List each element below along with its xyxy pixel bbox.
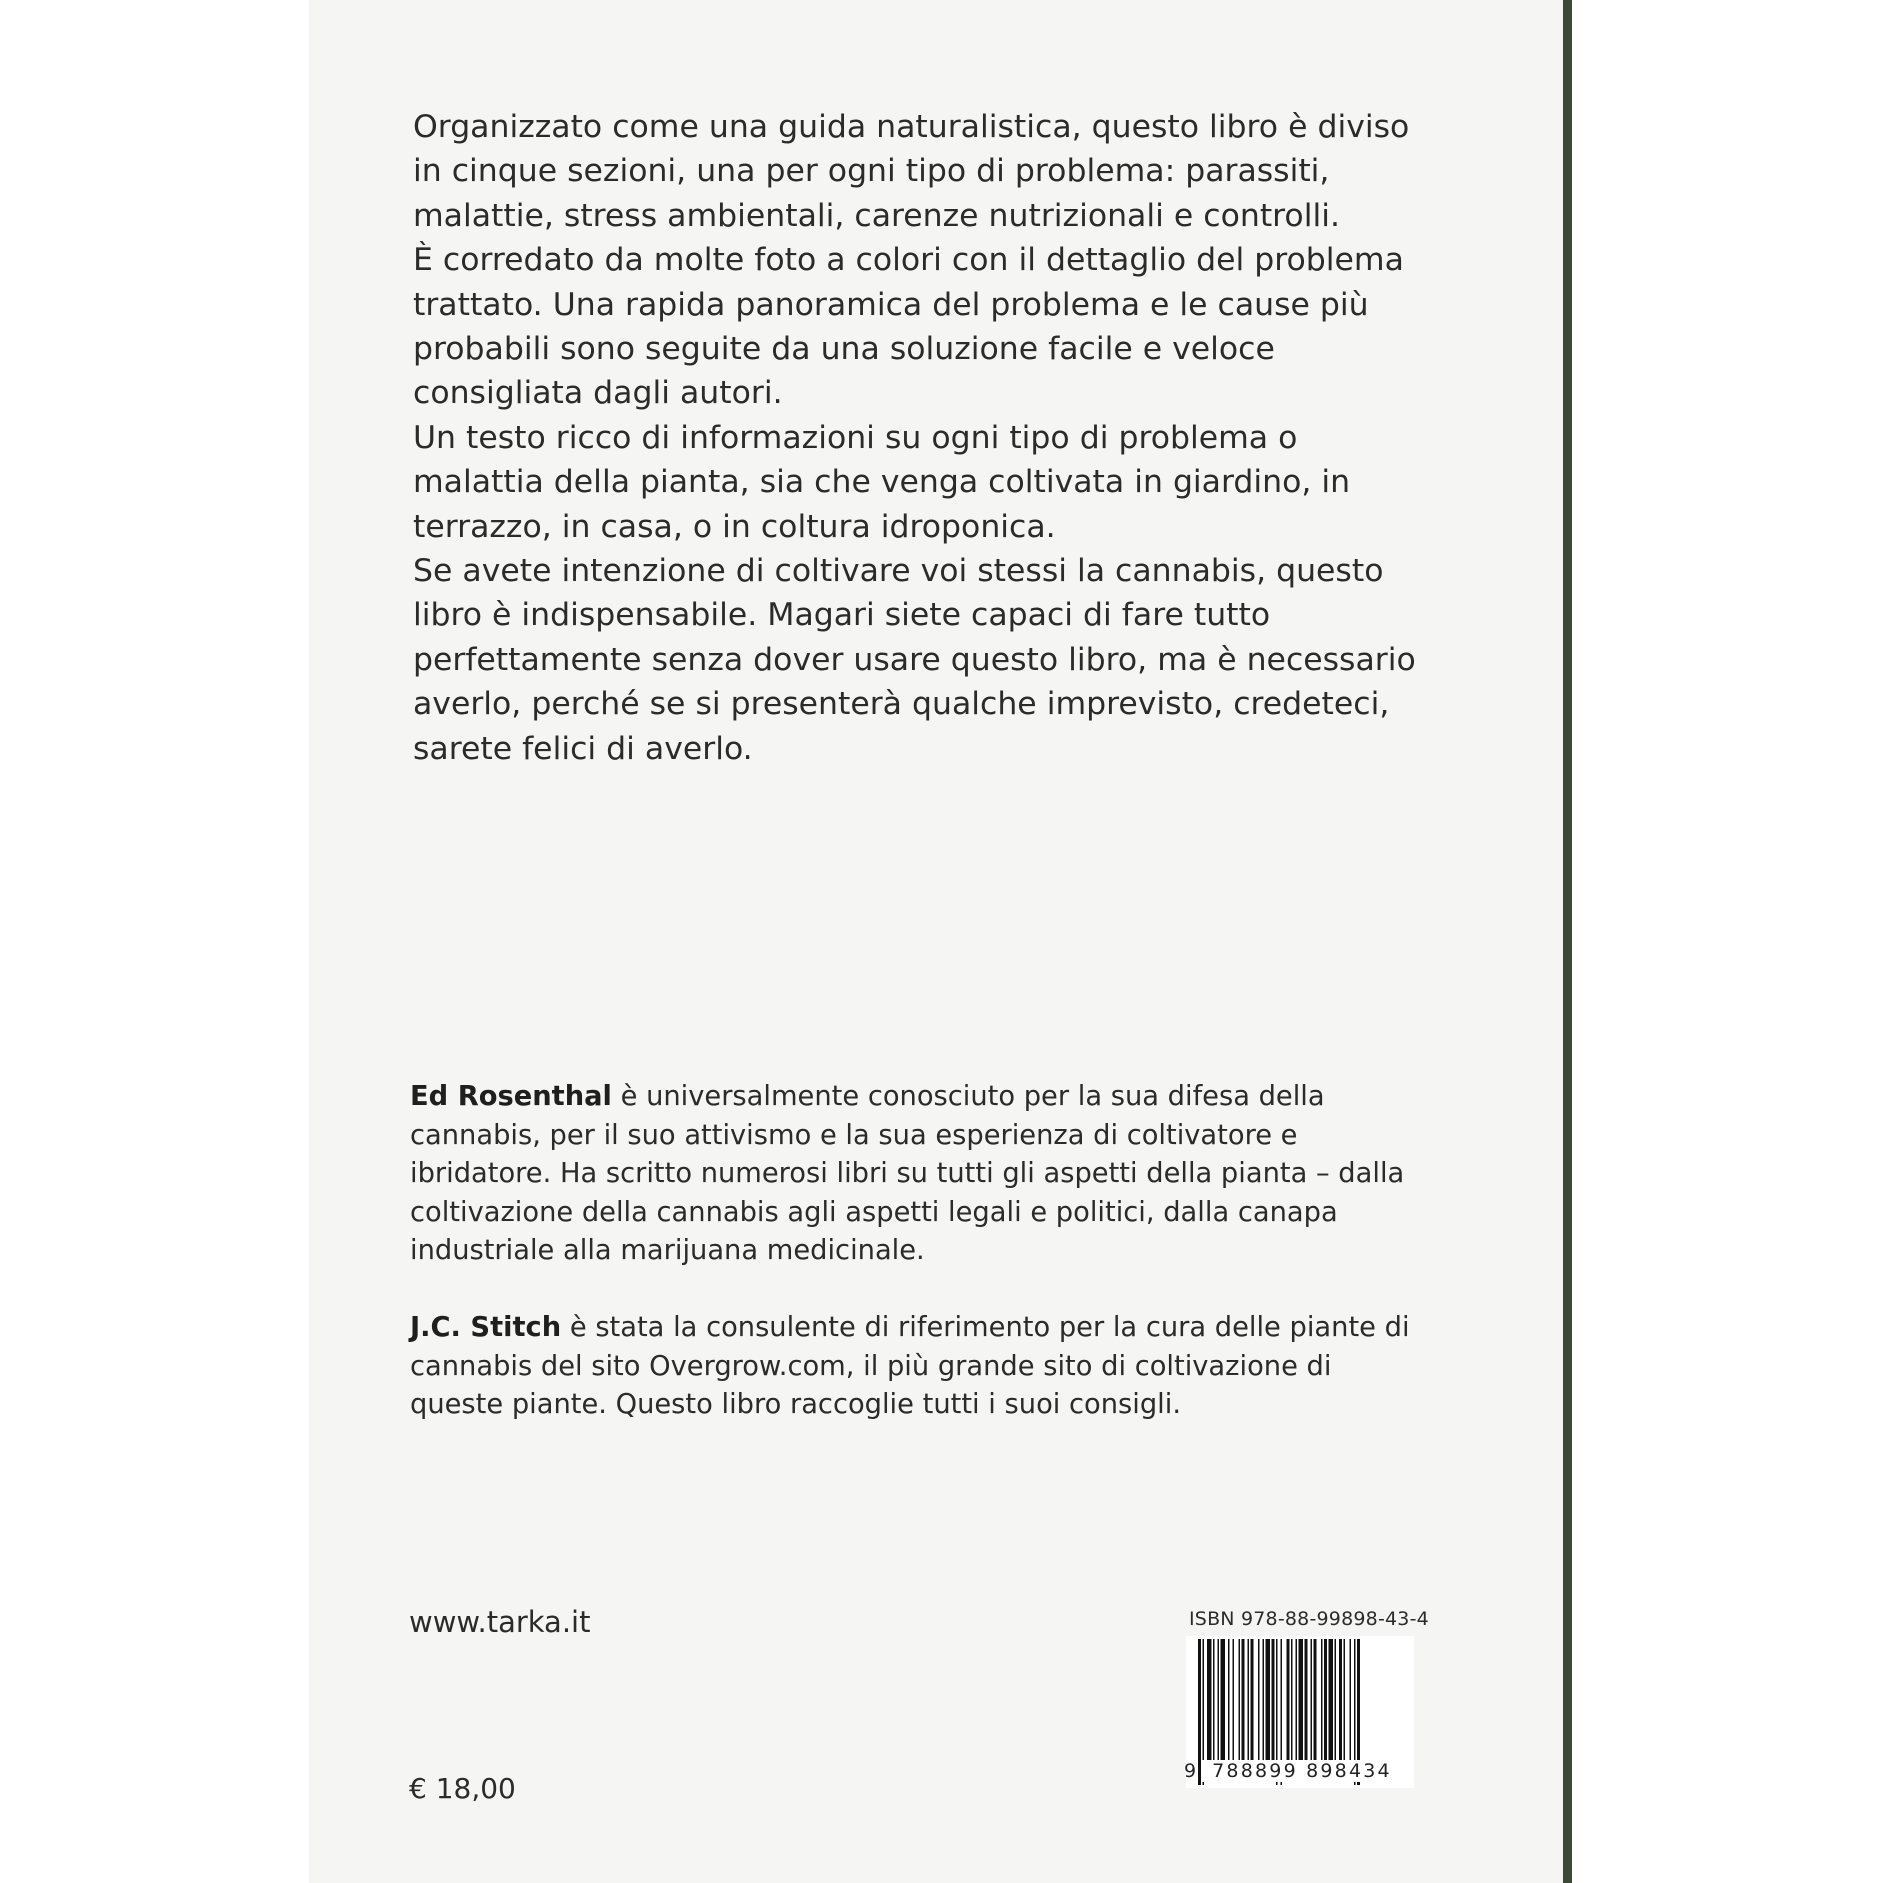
author-bio-rosenthal [410,1078,1425,1271]
barcode [1186,1636,1414,1788]
blurb-paragraph-1: Organizzato come una guida naturalistica, questo libro è diviso in cinque sezioni, una per ogni tipo di problema: parassiti, malattie, stress ambientali, carenze nutrizionali e controlli. [413,109,1410,234]
blurb-paragraph-3: Un testo ricco di informazioni su ogni tipo di problema o malattia della pianta, sia che venga coltivata in giardino, in terrazzo, in casa, o in coltura idroponica. [413,419,1351,545]
barcode-bar [1239,1639,1241,1763]
author-name: J.C. Stitch [410,1311,562,1343]
isbn-label: ISBN 978-88-99898-43-4 [1189,1608,1429,1630]
author-name: Ed Rosenthal [410,1081,612,1112]
barcode-bar [1324,1639,1327,1763]
book-blurb [413,105,1423,771]
blurb-paragraph-2: È corredato da molte foto a colori con il dettaglio del problema trattato. Una rapida panoramica del problema e le cause più probabili sono seguite da una soluzione facile e veloce consigliata dagli autori. [413,242,1404,412]
barcode-bar [1335,1639,1337,1763]
barcode-bar [1248,1639,1250,1763]
barcode-bar [1314,1639,1317,1763]
price-label: € 18,00 [409,1772,516,1805]
barcode-bar [1263,1639,1265,1763]
barcode-bar [1221,1639,1226,1763]
barcode-bar [1233,1639,1235,1763]
barcode-bar [1213,1639,1215,1763]
author-bio-text: è stata la consulente di riferimento per la cura delle piante di cannabis del sito Overgrow.com, il più grande sito di coltivazione di queste piante. Questo libro raccoglie tutti i suoi consigli. [410,1311,1410,1421]
barcode-bar [1207,1639,1212,1763]
barcode-bar [1287,1639,1290,1763]
barcode-bar [1305,1639,1308,1763]
author-bio-stitch [410,1309,1425,1425]
spine-edge [1563,0,1572,1883]
blurb-paragraph-4: Se avete intenzione di coltivare voi stessi la cannabis, questo libro è indispensabile. Magari siete capaci di fare tutto perfettamente senza dover usare questo libro, ma è necessario averlo, perché se si presenterà qualche imprevisto, credeteci, sarete felici di averlo. [413,553,1416,767]
barcode-bar [1228,1639,1230,1763]
barcode-bar [1311,1639,1313,1763]
author-bios [410,1078,1425,1425]
barcode-bar [1299,1639,1304,1763]
barcode-bar [1266,1639,1271,1763]
barcode-bar [1350,1639,1352,1763]
barcode-bar [1198,1639,1201,1785]
barcode-bar [1329,1639,1334,1763]
barcode-bar [1291,1639,1293,1763]
barcode-bar [1251,1639,1254,1763]
barcode-bar [1344,1639,1346,1763]
barcode-bar [1296,1639,1298,1763]
barcode-digits: 788899 898434 [1202,1760,1402,1782]
barcode-bar [1321,1639,1323,1763]
author-bio-text: è universalmente conosciuto per la sua difesa della cannabis, per il suo attivismo e la sua esperienza di coltivatore e ibridatore. Ha scritto numerosi libri su tutti gli aspetti della pianta – dalla coltivazione della cannabis agli aspetti legali e politici, dalla canapa industriale alla marijuana medicinale. [410,1081,1405,1267]
publisher-website: www.tarka.it [409,1605,591,1639]
barcode-bar [1258,1639,1260,1763]
barcode-bar [1272,1639,1275,1763]
barcode-bar [1339,1639,1342,1763]
barcode-bar [1242,1639,1245,1763]
barcode-bar [1218,1639,1220,1763]
barcode-first-digit: 9 [1184,1760,1197,1782]
